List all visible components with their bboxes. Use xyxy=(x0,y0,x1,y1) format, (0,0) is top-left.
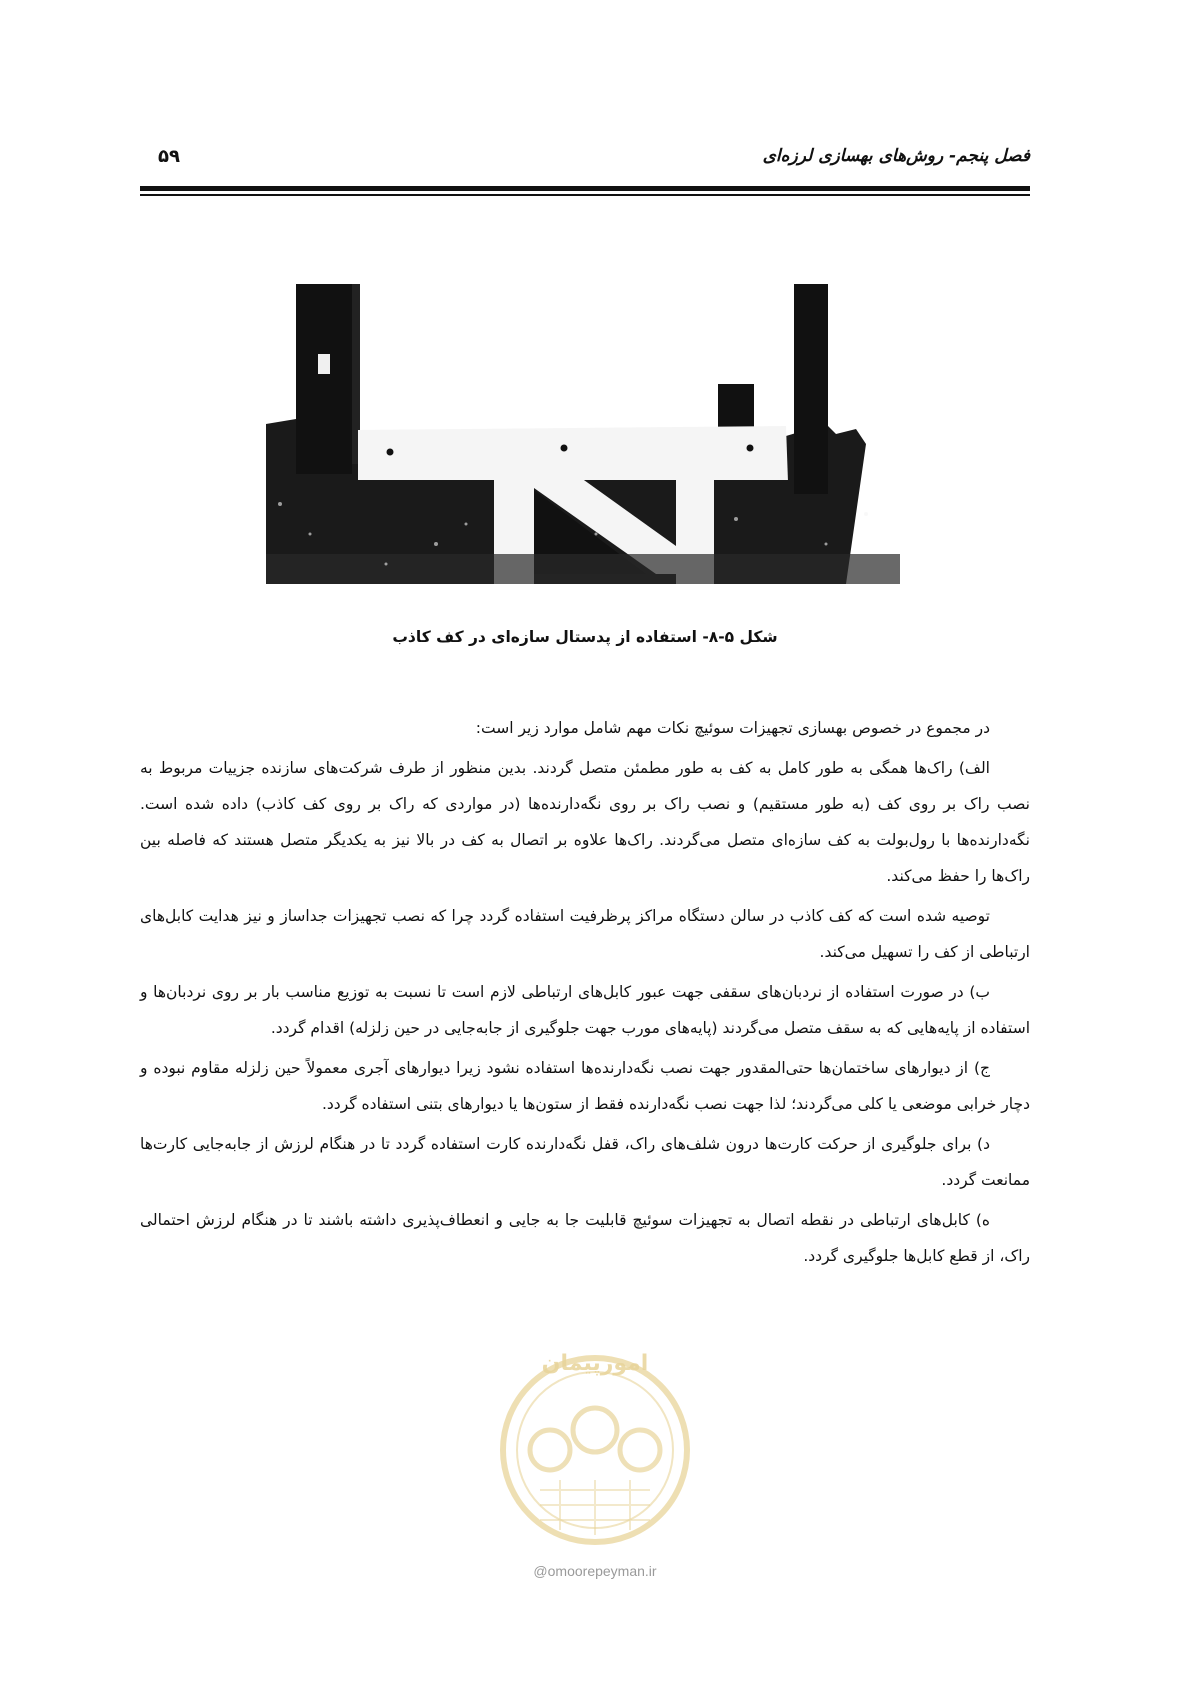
paragraph: ج) از دیوارهای ساختمان‌ها حتی‌المقدور جهت نصب نگه‌دارنده‌ها استفاده نشود زیرا دیوارهای آجری معمولاً حین زلزله مقاوم نبوده و دچار خرابی موضعی یا کلی می‌گردند؛ لذا جهت نصب نگه‌دارنده فقط از ستون‌ها یا دیوارهای بتنی استفاده گردد. xyxy=(140,1059,1030,1113)
paragraph: توصیه شده است که کف کاذب در سالن دستگاه مراکز پرظرفیت استفاده گردد چرا که نصب تجهیزات جداساز و نیز هدایت کابل‌های ارتباطی از کف را تسهیل می‌کند. xyxy=(140,907,1030,961)
chapter-title: فصل پنجم- روش‌های بهسازی لرزه‌ای xyxy=(762,146,1030,166)
svg-text:امورپیمان: امورپیمان xyxy=(541,1351,649,1376)
header-rule-thick xyxy=(140,186,1030,191)
figure-photo xyxy=(266,284,900,624)
watermark-logo xyxy=(490,1330,700,1560)
page-header xyxy=(140,146,1030,190)
header-rule-thin xyxy=(140,194,1030,196)
paragraph: ه) کابل‌های ارتباطی در نقطه اتصال به تجهیزات سوئیچ قابلیت جا به جایی و انعطاف‌پذیری داشته باشند تا در هنگام لرزش احتمالی راک، از قطع کابل‌ها جلوگیری گردد. xyxy=(140,1211,1030,1265)
watermark-seal-icon xyxy=(490,1330,700,1560)
paragraph: الف) راک‌ها همگی به طور کامل به کف به طور مطمئن متصل گردند. بدین منظور از طرف شرکت‌های سازنده جزییات مربوط به نصب راک بر روی کف (به طور مستقیم) و نصب راک بر روی نگه‌دارنده‌ها (در مواردی که راک بر روی کف کاذب) داده شده است. نگه‌دارنده‌ها با رول‌بولت به کف سازه‌ای متصل می‌گردند. راک‌ها علاوه بر اتصال به کف در بالا نیز به یکدیگر متصل هستند که فاصله بین راک‌ها را حفظ می‌کند. xyxy=(140,759,1030,885)
page-number: ۵۹ xyxy=(158,146,180,167)
paragraph: ب) در صورت استفاده از نردبان‌های سقفی جهت عبور کابل‌های ارتباطی لازم است تا نسبت به توزیع مناسب بار بر روی نردبان‌ها و استفاده از پایه‌هایی که به سقف متصل می‌گردند (پایه‌های مورب جهت جلوگیری از جابه‌جایی در حین زلزله) اقدام گردد. xyxy=(140,983,1030,1037)
figure-caption: شکل ۵-۸- استفاده از پدستال سازه‌ای در کف کاذب xyxy=(392,628,778,646)
paragraph: در مجموع در خصوص بهسازی تجهیزات سوئیچ نکات مهم شامل موارد زیر است: xyxy=(475,719,990,737)
watermark-url: @omoorepeyman.ir xyxy=(533,1563,657,1579)
pedestal-photo xyxy=(266,284,900,584)
paragraph: د) برای جلوگیری از حرکت کارت‌ها درون شلف‌های راک، قفل نگه‌دارنده کارت استفاده گردد تا در هنگام لرزش از جابه‌جایی کارت‌ها ممانعت گردد. xyxy=(140,1135,1030,1189)
body-text xyxy=(140,710,1030,1278)
